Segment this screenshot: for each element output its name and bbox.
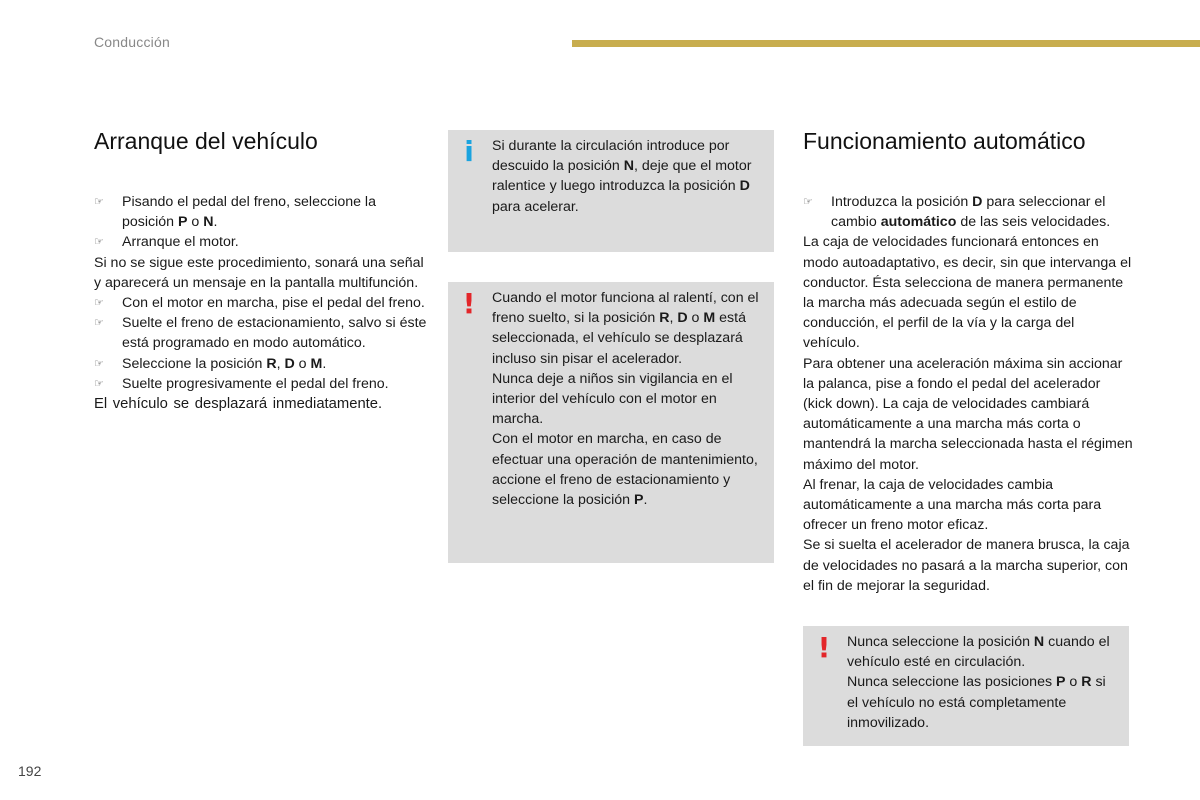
pointing-hand-icon: ☞: [94, 377, 104, 390]
warning-note-text: [492, 288, 764, 510]
procedure-step: ☞ Seleccione la posición R, D o M.: [94, 354, 429, 374]
pointing-hand-icon: ☞: [803, 196, 813, 208]
info-note: [448, 130, 774, 252]
paragraph: Nunca deje a niños sin vigilancia en el interior del vehículo con el motor en marcha.: [492, 370, 733, 428]
paragraph: Con el motor en marcha, en caso de efectuar una operación de mantenimiento, accione el freno de estacionamiento y seleccione la posición P.: [492, 431, 758, 509]
procedure-step: ☞ Suelte progresivamente el pedal del freno.: [94, 374, 429, 394]
procedure-step: ☞ Introduzca la posición D para seleccionar el cambio automático de las seis velocidades.: [803, 194, 1111, 231]
paragraph: Para obtener una aceleración máxima sin accionar la palanca, pise a fondo el pedal del acelerador (kick down). La caja de velocidades cambiará automáticamente a una marcha más corta o mantendrá la marcha seleccionada hasta el régimen máximo del motor.: [803, 355, 1133, 473]
procedure-text: [94, 192, 429, 414]
left-column: [94, 126, 429, 414]
section-title-arranque: Arranque del vehículo: [94, 128, 318, 154]
pointing-hand-icon: ☞: [94, 357, 104, 370]
section-label: Conducción: [94, 34, 170, 50]
paragraph: Cuando el motor funciona al ralentí, con el freno suelto, si la posición R, D o M está seleccionada, el vehículo se desplazará incluso sin pisar el acelerador.: [492, 290, 759, 367]
pointing-hand-icon: ☞: [94, 236, 104, 249]
warning-note: [803, 626, 1129, 746]
pointing-hand-icon: ☞: [94, 196, 104, 208]
info-icon: i: [464, 135, 474, 168]
paragraph: Si no se sigue este procedimiento, sonará una señal y aparecerá un mensaje en la pantalla multifunción.: [94, 254, 424, 291]
right-column: [803, 126, 1133, 746]
info-note-text: Si durante la circulación introduce por descuido la posición N, deje que el motor ralentice y luego introduzca la posición D para acelerar.: [492, 138, 752, 215]
paragraph: El vehículo se desplazará inmediatamente.: [94, 396, 383, 413]
paragraph: Nunca seleccione las posiciones P o R si el vehículo no está completamente inmovilizado.: [847, 674, 1106, 731]
paragraph: Se si suelta el acelerador de manera brusca, la caja de velocidades no pasará a la marcha superior, con el fin de mejorar la seguridad.: [803, 537, 1130, 594]
warning-note: [448, 282, 774, 563]
pointing-hand-icon: ☞: [94, 317, 104, 330]
procedure-step: ☞ Suelte el freno de estacionamiento, salvo si éste está programado en modo automático.: [94, 315, 427, 352]
procedure-step: ☞ Pisando el pedal del freno, seleccione la posición P o N.: [94, 194, 376, 231]
warning-note-text: [847, 632, 1119, 733]
warning-icon: !: [817, 631, 831, 665]
header-rule: [572, 40, 1200, 47]
section-title-funcionamiento: Funcionamiento automático: [803, 128, 1086, 154]
procedure-step: ☞ Con el motor en marcha, pise el pedal del freno.: [94, 293, 429, 313]
middle-column: [448, 130, 774, 563]
paragraph: Nunca seleccione la posición N cuando el vehículo esté en circulación.: [847, 634, 1110, 671]
procedure-step: ☞ Arranque el motor.: [94, 232, 429, 252]
paragraph: La caja de velocidades funcionará entonces en modo autoadaptativo, es decir, sin que intervanga el conductor. Ésta selecciona de manera permanente la marcha más adecuada según el estilo de conducción, el perfil de la vía y la carga del vehículo.: [803, 234, 1132, 352]
page-number: 192: [18, 763, 42, 779]
pointing-hand-icon: ☞: [94, 297, 104, 310]
warning-icon: !: [462, 287, 476, 320]
paragraph: Al frenar, la caja de velocidades cambia automáticamente a una marcha más corta para ofrecer un freno motor eficaz.: [803, 476, 1102, 534]
automatic-text: [803, 192, 1133, 596]
